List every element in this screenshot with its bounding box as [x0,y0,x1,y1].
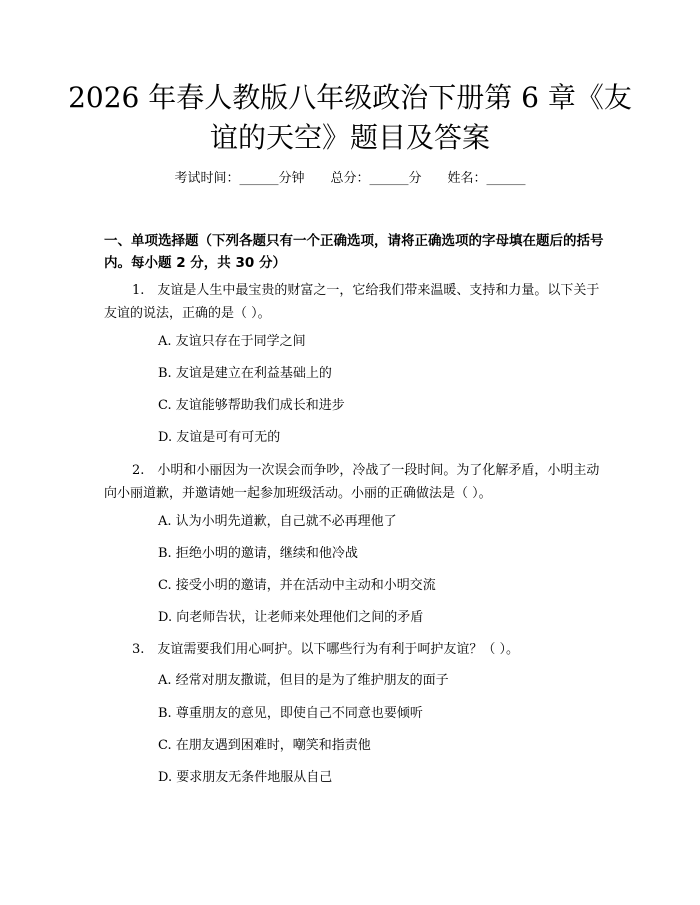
question-1-stem: 1. 友谊是人生中最宝贵的财富之一，它给我们带来温暖、支持和力量。以下关于友谊的说法，正确的是（ ）。 [104,283,600,321]
question-2-option-c: C. 接受小明的邀请，并在活动中主动和小明交流 [158,578,436,593]
document-title [60,78,640,158]
question-3-option-d: D. 要求朋友无条件地服从自己 [158,770,333,785]
question-2-option-b: B. 拒绝小明的邀请，继续和他冷战 [158,546,358,561]
title-line-2: 谊的天空》题目及答案 [209,121,490,154]
question-3-option-b: B. 尊重朋友的意见，即使自己不同意也要倾听 [158,706,423,721]
question-1-option-a: A. 友谊只存在于同学之间 [158,334,306,349]
question-3-stem: 3. 友谊需要我们用心呵护。以下哪些行为有利于呵护友谊？（ ）。 [132,642,520,657]
question-1-option-b: B. 友谊是建立在利益基础上的 [158,366,332,381]
section-heading: 一、单项选择题（下列各题只有一个正确选项，请将正确选项的字母填在题后的括号内。每小题 2 分，共 30 分） [104,233,604,271]
question-3-option-a: A. 经常对朋友撒谎，但目的是为了维护朋友的面子 [158,673,449,688]
question-1-option-d: D. 友谊是可有可无的 [158,430,281,445]
question-1-option-c: C. 友谊能够帮助我们成长和进步 [158,398,345,413]
question-2-stem: 2. 小明和小丽因为一次误会而争吵，冷战了一段时间。为了化解矛盾，小明主动向小丽道歉，并邀请她一起参加班级活动。小丽的正确做法是（ ）。 [104,463,600,501]
question-2-option-d: D. 向老师告状，让老师来处理他们之间的矛盾 [158,610,424,625]
question-2-option-a: A. 认为小明先道歉，自己就不必再理他了 [158,514,397,529]
exam-info-line: 考试时间：______分钟 总分：______分 姓名：______ [174,171,526,186]
title-line-1: 2026 年春人教版八年级政治下册第 6 章《友 [68,81,632,114]
question-3-option-c: C. 在朋友遇到困难时，嘲笑和指责他 [158,738,371,753]
